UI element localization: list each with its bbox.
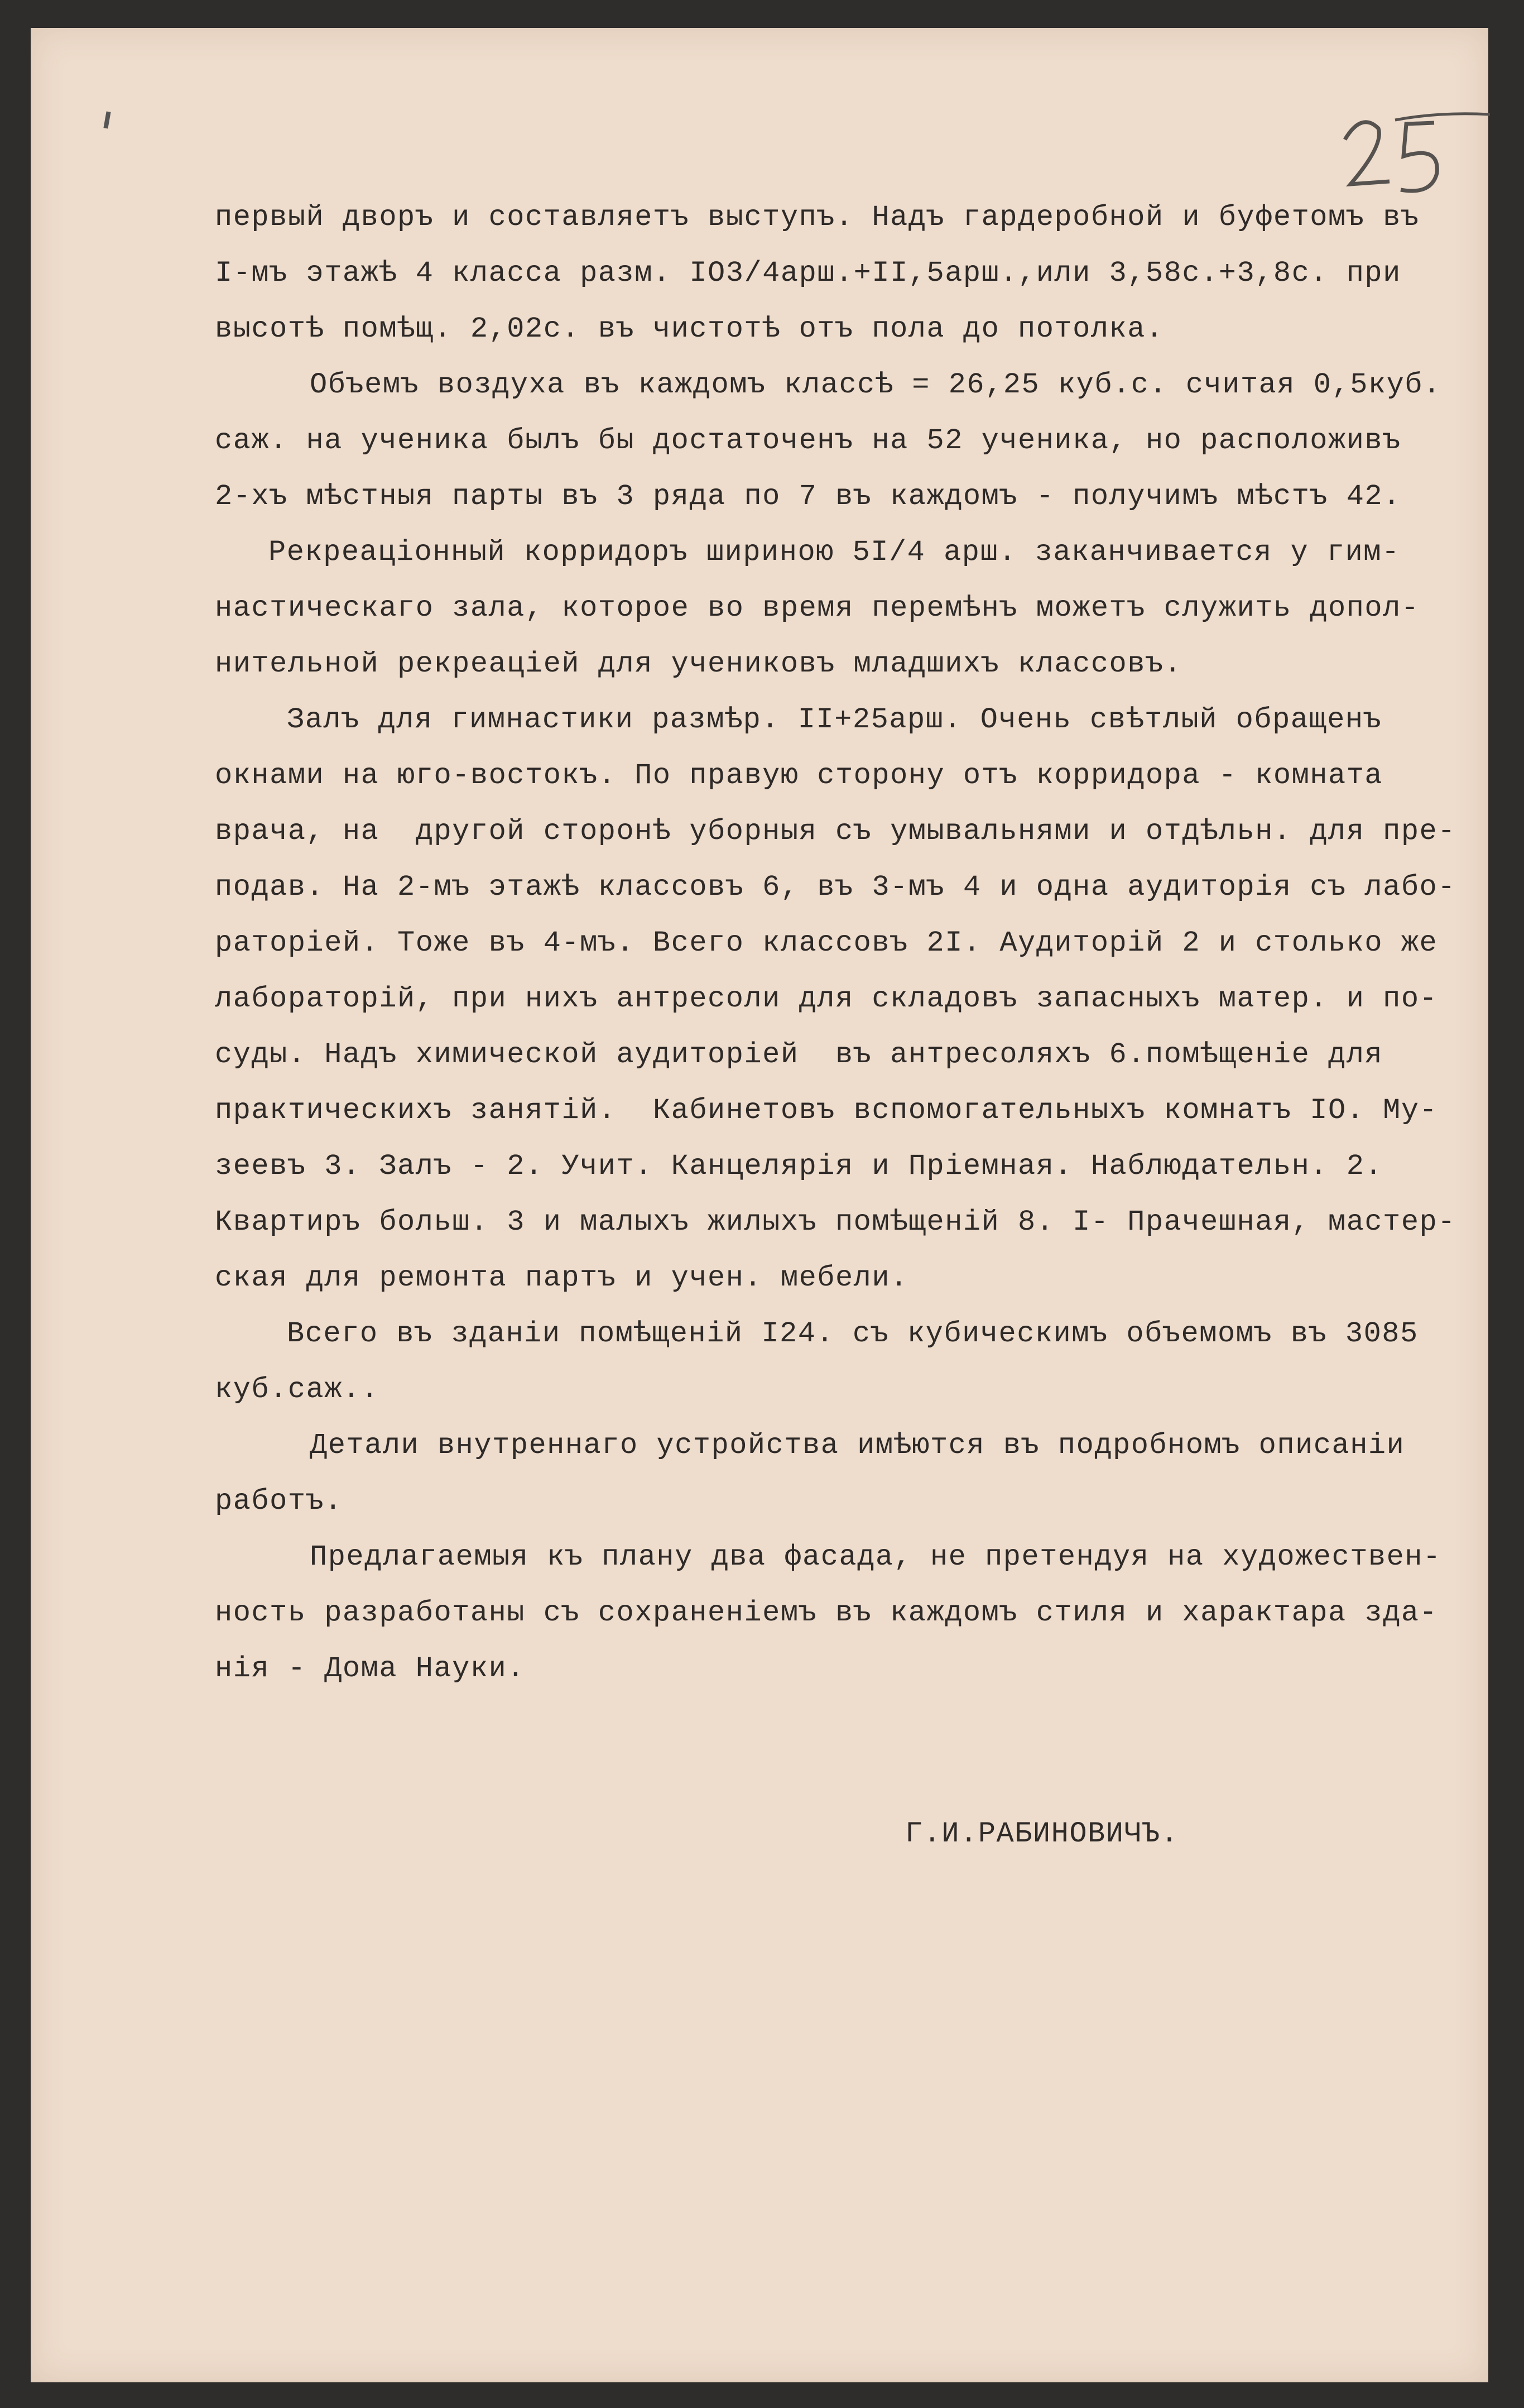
text-line: настическаго зала, которое во время перемѣнъ можетъ служить допол- bbox=[215, 592, 1420, 625]
text-line: лабораторiй, при нихъ антресоли для складовъ запасныхъ матер. и по- bbox=[215, 982, 1438, 1015]
text-line: куб.саж.. bbox=[215, 1373, 379, 1406]
text-line: раторiей. Тоже въ 4-мъ. Всего классовъ 2I. Аудиторiй 2 и столько же bbox=[215, 927, 1438, 960]
text-line: Залъ для гимнастики размѣр. II+25арш. Очень свѣтлый обращенъ bbox=[287, 703, 1382, 736]
document-page bbox=[31, 28, 1488, 2382]
text-line: окнами на юго-востокъ. По правую сторону отъ корридора - комната bbox=[215, 759, 1383, 792]
text-line: работъ. bbox=[215, 1485, 343, 1518]
text-line: саж. на ученика былъ бы достаточенъ на 52 ученика, но расположивъ bbox=[215, 424, 1401, 457]
text-line: I-мъ этажѣ 4 класса разм. IO3/4арш.+II,5арш.,или 3,58с.+3,8с. при bbox=[215, 257, 1401, 290]
text-line: ность разработаны съ сохраненiемъ въ каждомъ стиля и характара зда- bbox=[215, 1596, 1438, 1629]
body-text bbox=[215, 190, 1470, 1697]
text-line: 2-хъ мѣстныя парты въ 3 ряда по 7 въ каждомъ - получимъ мѣстъ 42. bbox=[215, 480, 1401, 513]
text-line: суды. Надъ химической аудиторiей въ антресоляхъ 6.помѣщенiе для bbox=[215, 1038, 1383, 1071]
text-line: высотѣ помѣщ. 2,02с. въ чистотѣ отъ пола до потолка. bbox=[215, 313, 1164, 346]
text-line: Рекреацiонный корридоръ шириною 5I/4 арш. заканчивается у гим- bbox=[268, 536, 1400, 569]
signature: Г.И.РАБИНОВИЧЪ. bbox=[905, 1817, 1179, 1850]
text-line: подав. На 2-мъ этажѣ классовъ 6, въ 3-мъ 4 и одна аудиторiя съ лабо- bbox=[215, 871, 1456, 904]
text-line: врача, на другой сторонѣ уборныя съ умывальнями и отдѣльн. для пре- bbox=[215, 815, 1456, 848]
text-line: Всего въ зданiи помѣщенiй I24. съ кубическимъ объемомъ въ 3085 bbox=[287, 1317, 1419, 1350]
text-line: нiя - Дома Науки. bbox=[215, 1652, 525, 1685]
text-line: первый дворъ и составляетъ выступъ. Надъ гардеробной и буфетомъ въ bbox=[215, 201, 1420, 234]
text-line: Предлагаемыя къ плану два фасада, не претендуя на художествен- bbox=[310, 1541, 1441, 1574]
text-line: ская для ремонта партъ и учен. мебели. bbox=[215, 1261, 908, 1294]
text-line: нительной рекреацiей для учениковъ младшихъ классовъ. bbox=[215, 647, 1182, 680]
text-line: практическихъ занятiй. Кабинетовъ вспомогательныхъ комнатъ IO. Му- bbox=[215, 1094, 1438, 1127]
pencil-mark bbox=[103, 112, 110, 129]
text-line: Объемъ воздуха въ каждомъ классѣ = 26,25 куб.с. считая 0,5куб. bbox=[310, 368, 1441, 401]
text-line: зеевъ 3. Залъ - 2. Учит. Канцелярiя и Прiемная. Наблюдательн. 2. bbox=[215, 1150, 1383, 1183]
text-line: Детали внутреннаго устройства имѣются въ подробномъ описанiи bbox=[310, 1429, 1405, 1462]
text-line: Квартиръ больш. 3 и малыхъ жилыхъ помѣщенiй 8. I- Прачешная, мастер- bbox=[215, 1206, 1456, 1239]
